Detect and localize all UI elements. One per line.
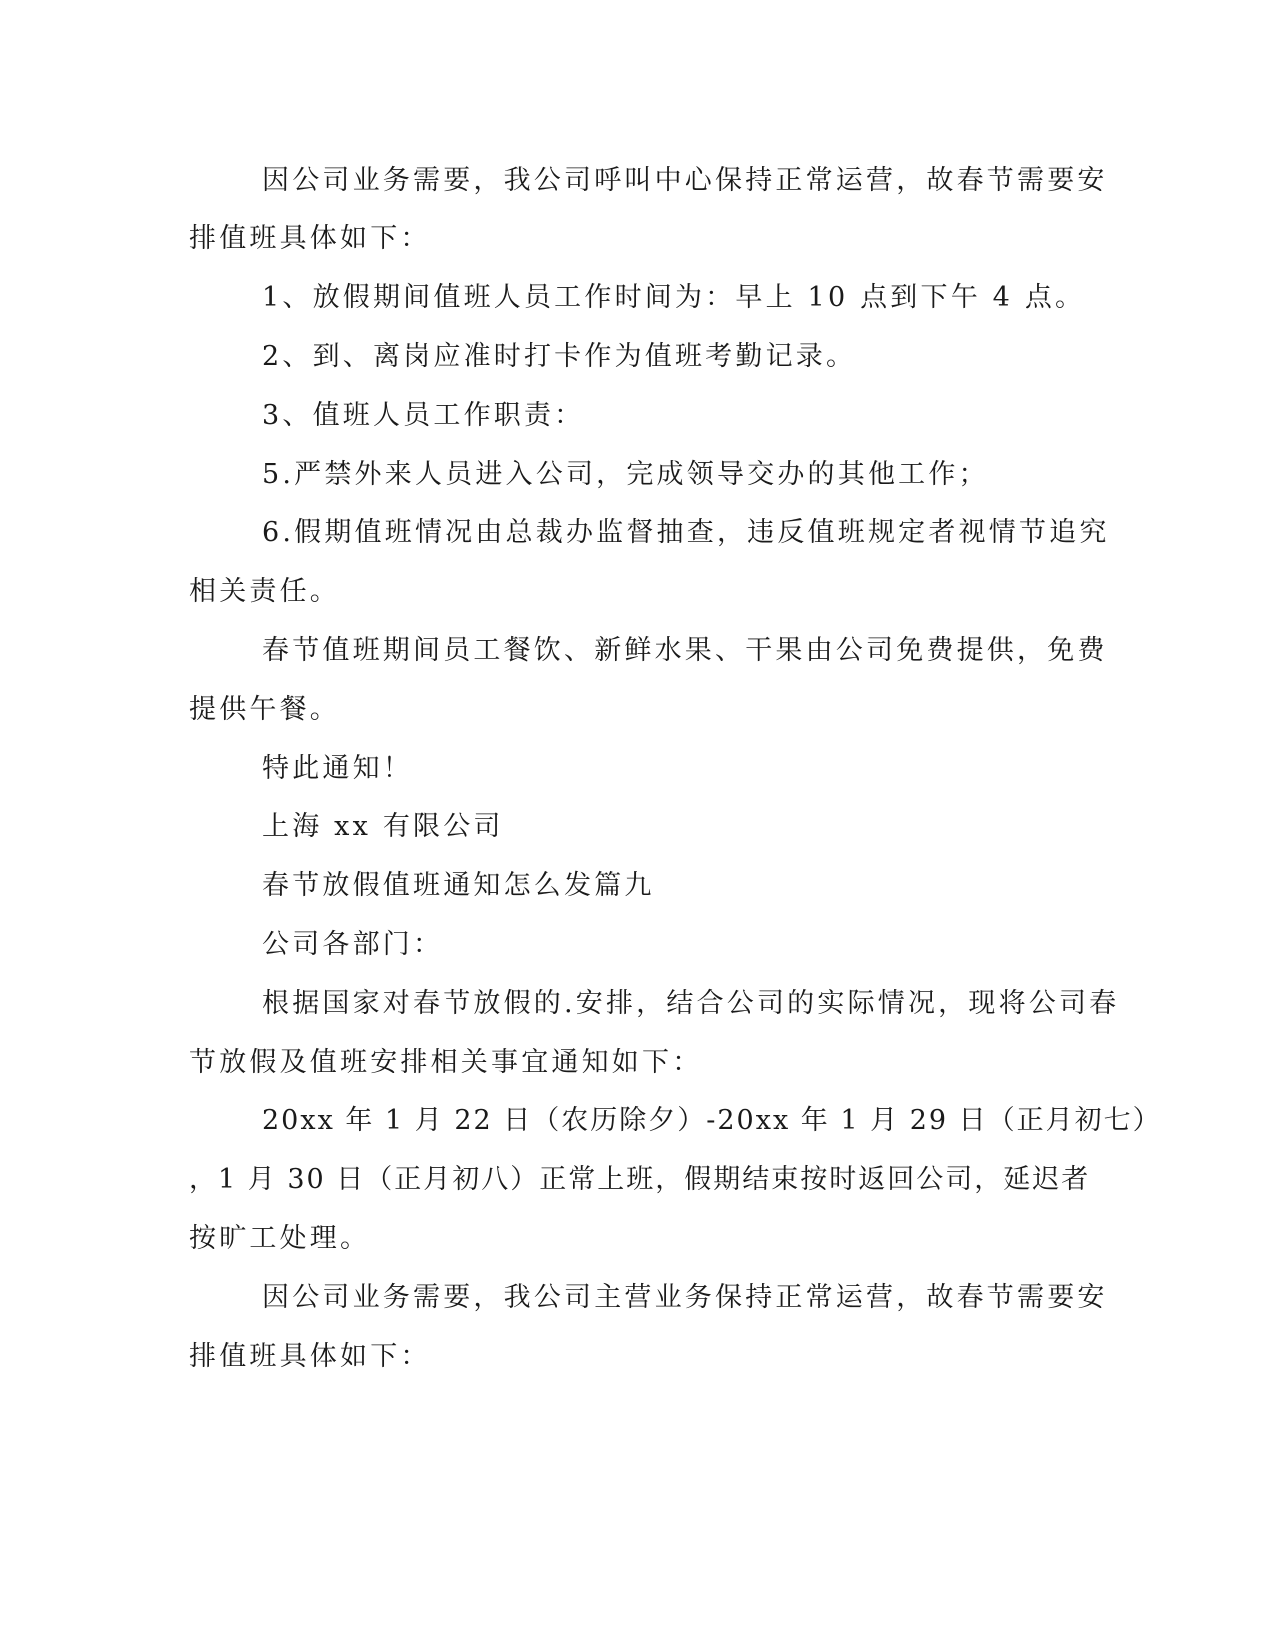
section-title: 春节放假值班通知怎么发篇九 — [262, 870, 655, 901]
paragraph-line: 20xx 年 1 月 22 日（农历除夕）-20xx 年 1 月 29 日（正月初七） — [262, 1105, 1162, 1136]
paragraph-line: 按旷工处理。 — [189, 1223, 371, 1254]
list-item-5: 5.严禁外来人员进入公司，完成领导交办的其他工作； — [262, 459, 989, 490]
paragraph-line: 因公司业务需要，我公司主营业务保持正常运营，故春节需要安 — [262, 1282, 1108, 1313]
paragraph-line: 提供午餐。 — [189, 694, 340, 725]
list-item-1: 1、放假期间值班人员工作时间为：早上 10 点到下午 4 点。 — [262, 282, 1086, 313]
closing-line: 特此通知！ — [262, 753, 413, 784]
company-signature: 上海 xx 有限公司 — [262, 811, 504, 842]
paragraph-line: 因公司业务需要，我公司呼叫中心保持正常运营，故春节需要安 — [262, 165, 1108, 196]
paragraph-line: 排值班具体如下： — [189, 1341, 431, 1372]
list-item-3: 3、值班人员工作职责： — [262, 400, 585, 431]
list-item-6: 6.假期值班情况由总裁办监督抽查，违反值班规定者视情节追究 — [262, 517, 1110, 548]
list-item-2: 2、到、离岗应准时打卡作为值班考勤记录。 — [262, 341, 857, 372]
salutation: 公司各部门： — [262, 929, 444, 960]
paragraph-line: 节放假及值班安排相关事宜通知如下： — [189, 1047, 703, 1078]
paragraph-line: ，1 月 30 日（正月初八）正常上班，假期结束按时返回公司，延迟者 — [189, 1164, 1091, 1195]
paragraph-line: 春节值班期间员工餐饮、新鲜水果、干果由公司免费提供，免费 — [262, 635, 1108, 666]
paragraph-line: 相关责任。 — [189, 576, 340, 607]
paragraph-line: 排值班具体如下： — [189, 223, 431, 254]
paragraph-line: 根据国家对春节放假的.安排，结合公司的实际情况，现将公司春 — [262, 988, 1120, 1019]
